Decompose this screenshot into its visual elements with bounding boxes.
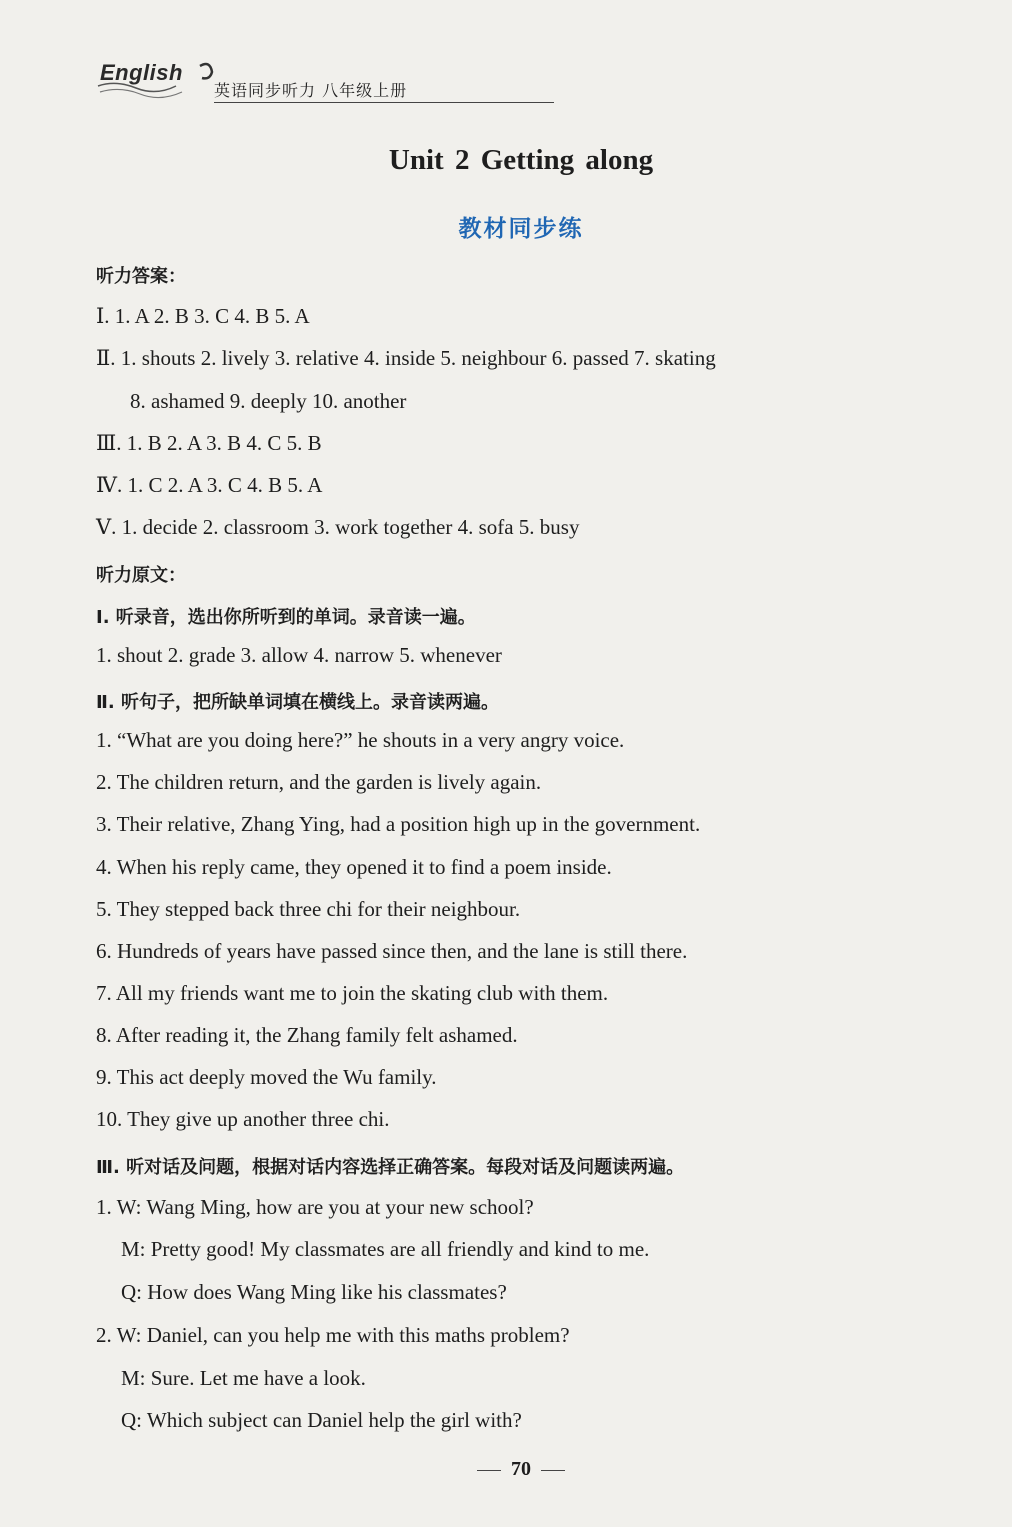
sentence-line: 3. Their relative, Zhang Ying, had a position high up in the government.	[96, 812, 701, 836]
part1-heading: Ⅰ. 听录音，选出你所听到的单词。录音读一遍。	[96, 607, 476, 628]
english-logo: English	[100, 60, 183, 85]
part1-words: 1. shout 2. grade 3. allow 4. narrow 5. whenever	[96, 643, 502, 667]
answer-line: Ⅴ. 1. decide 2. classroom 3. work together 4. sofa 5. busy	[96, 515, 580, 539]
transcript-heading: 听力原文：	[96, 565, 186, 586]
unit-title: Unit 2 Getting along	[388, 144, 654, 176]
answers-heading: 听力答案：	[96, 266, 186, 287]
answer-line: Ⅲ. 1. B 2. A 3. B 4. C 5. B	[96, 431, 322, 455]
sentence-line: 10. They give up another three chi.	[96, 1107, 390, 1131]
page-number-value: 70	[511, 1458, 531, 1480]
answer-line: Ⅳ. 1. C 2. A 3. C 4. B 5. A	[96, 473, 323, 497]
page-number	[0, 1458, 1012, 1481]
answer-line: Ⅰ. 1. A 2. B 3. C 4. B 5. A	[96, 304, 310, 328]
sentence-line: 8. After reading it, the Zhang family felt ashamed.	[96, 1023, 518, 1047]
dialogue-line: 1. W: Wang Ming, how are you at your new school?	[96, 1195, 534, 1219]
dialogue-line: M: Sure. Let me have a look.	[121, 1366, 366, 1390]
dialogue-line: Q: How does Wang Ming like his classmates?	[121, 1280, 507, 1304]
dialogue-line: Q: Which subject can Daniel help the girl with?	[121, 1408, 522, 1432]
dialogue-line: M: Pretty good! My classmates are all friendly and kind to me.	[121, 1237, 650, 1261]
part2-heading: Ⅱ. 听句子，把所缺单词填在横线上。录音读两遍。	[96, 692, 499, 713]
page-header	[96, 52, 476, 104]
part3-heading: Ⅲ. 听对话及问题，根据对话内容选择正确答案。每段对话及问题读两遍。	[96, 1157, 685, 1178]
sentence-line: 1. “What are you doing here?” he shouts in a very angry voice.	[96, 728, 625, 752]
book-title: 英语同步听力 八年级上册	[214, 81, 408, 100]
sentence-line: 5. They stepped back three chi for their neighbour.	[96, 897, 521, 921]
dialogue-line: 2. W: Daniel, can you help me with this maths problem?	[96, 1323, 570, 1347]
sentence-line: 7. All my friends want me to join the skating club with them.	[96, 981, 609, 1005]
section-title: 教材同步练	[458, 216, 584, 242]
sentence-line: 9. This act deeply moved the Wu family.	[96, 1065, 437, 1089]
sentence-line: 6. Hundreds of years have passed since then, and the lane is still there.	[96, 939, 688, 963]
header-divider	[214, 102, 554, 103]
answer-line: 8. ashamed 9. deeply 10. another	[130, 389, 407, 413]
answer-line: Ⅱ. 1. shouts 2. lively 3. relative 4. inside 5. neighbour 6. passed 7. skating	[96, 346, 716, 370]
sentence-line: 2. The children return, and the garden is lively again.	[96, 770, 542, 794]
page-number-dash	[541, 1470, 565, 1471]
page-number-dash	[477, 1470, 501, 1471]
sentence-line: 4. When his reply came, they opened it to find a poem inside.	[96, 855, 612, 879]
